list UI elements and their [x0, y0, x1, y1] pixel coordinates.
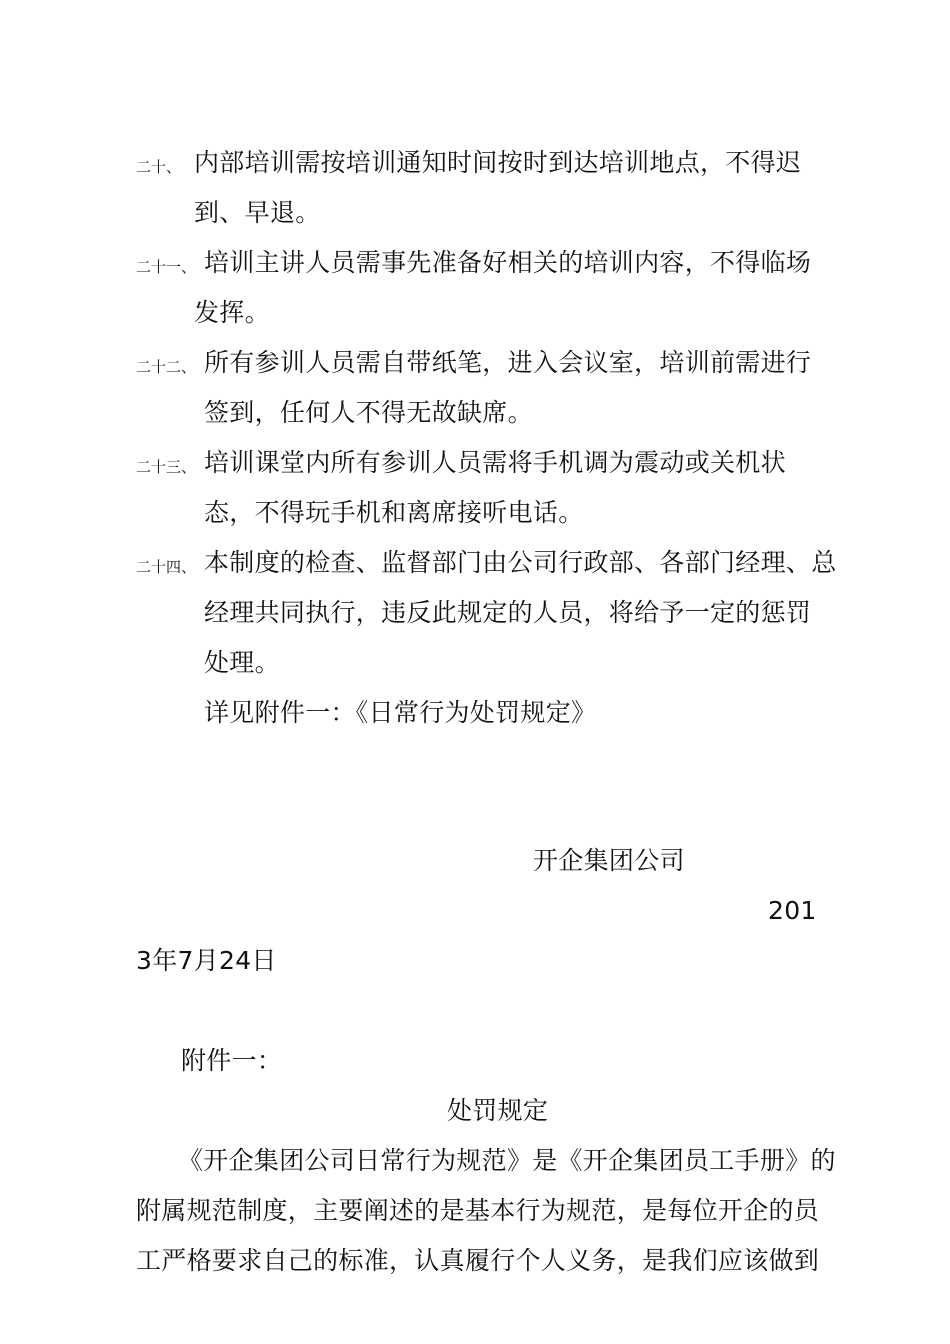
item-number: 二十四、	[136, 558, 197, 576]
signature-company: 开企集团公司	[533, 846, 685, 875]
signature-date-part1: 201	[768, 896, 817, 925]
item-text-line: 签到，任何人不得无故缺席。	[204, 398, 533, 427]
item-text-line: 培训课堂内所有参训人员需将手机调为震动或关机状	[204, 448, 786, 477]
attachment-label: 附件一：	[181, 1046, 283, 1075]
item-number: 二十、	[136, 158, 182, 176]
item-number: 二十二、	[136, 358, 197, 376]
item-text-line: 所有参训人员需自带纸笔，进入会议室，培训前需进行	[204, 348, 812, 377]
item-text-line: 到、早退。	[194, 198, 321, 227]
attachment-body-line: 《开企集团公司日常行为规范》是《开企集团员工手册》的	[178, 1146, 836, 1175]
item-text-line: 本制度的检查、监督部门由公司行政部、各部门经理、总	[204, 548, 837, 577]
item-text-line: 发挥。	[194, 298, 270, 327]
attachment-body-line: 附属规范制度，主要阐述的是基本行为规范，是每位开企的员	[136, 1196, 820, 1225]
item-number: 二十三、	[136, 458, 197, 476]
item-text-line: 经理共同执行，违反此规定的人员，将给予一定的惩罚	[204, 598, 812, 627]
attachment-title: 处罚规定	[447, 1096, 549, 1125]
signature-date-part2: 3年7月24日	[136, 946, 277, 975]
item-text-line: 培训主讲人员需事先准备好相关的培训内容，不得临场	[204, 248, 812, 277]
see-attachment-note: 详见附件一：《日常行为处罚规定》	[204, 698, 597, 727]
attachment-body-line: 工严格要求自己的标准，认真履行个人义务，是我们应该做到	[136, 1246, 820, 1275]
item-text-line: 处理。	[204, 648, 280, 677]
item-number: 二十一、	[136, 258, 197, 276]
item-text-line: 内部培训需按培训通知时间按时到达培训地点，不得迟	[194, 148, 802, 177]
item-text-line: 态，不得玩手机和离席接听电话。	[204, 498, 584, 527]
